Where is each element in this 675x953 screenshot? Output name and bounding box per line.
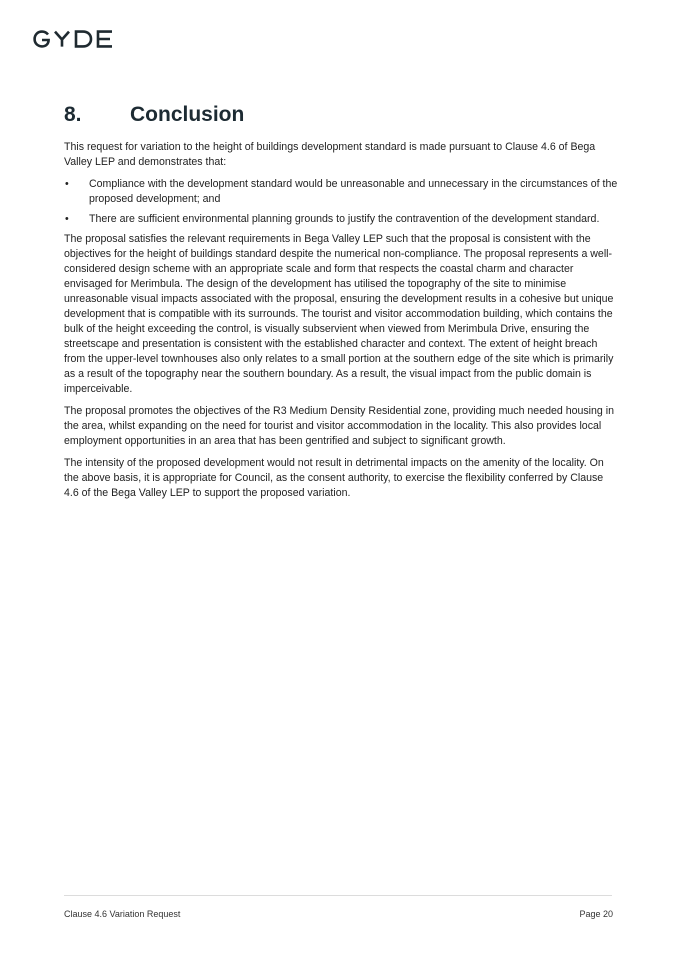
footer-document-title: Clause 4.6 Variation Request	[64, 909, 181, 919]
gyde-logo	[33, 30, 129, 48]
list-item	[64, 177, 620, 207]
intro-paragraph: This request for variation to the height of buildings development standard is made pursuant to Clause 4.6 of Bega Valley LEP and demonstrates that:	[64, 141, 596, 168]
bullet-text: There are sufficient environmental planning grounds to justify the contravention of the development standard.	[89, 213, 600, 225]
list-item	[64, 212, 620, 227]
section-heading	[64, 103, 244, 127]
footer-divider	[64, 895, 612, 896]
bullet-text: Compliance with the development standard would be unreasonable and unnecessary in the circumstances of the proposed development; and	[89, 178, 618, 205]
footer-page-number: Page 20	[579, 909, 613, 919]
bullet-icon: •	[65, 178, 69, 190]
document-body	[64, 140, 620, 508]
body-paragraph: The proposal promotes the objectives of the R3 Medium Density Residential zone, providing much needed housing in the area, whilst expanding on the need for tourist and visitor accommodation in the locality. This also provides local employment opportunities in an area that has been gentrified and subject to significant growth.	[64, 405, 615, 447]
bullet-icon: •	[65, 213, 69, 225]
section-number: 8.	[64, 103, 82, 126]
bullet-list	[64, 177, 620, 227]
section-title: Conclusion	[130, 103, 245, 126]
body-paragraph: The proposal satisfies the relevant requirements in Bega Valley LEP such that the proposal is consistent with the objectives for the height of buildings standard despite the numerical non-compliance. The proposal represents a well-considered design scheme with an appropriate scale and form that respects the coastal charm and character envisaged for Merimbula. The design of the development has utilised the topography of the site to minimise unreasonable visual impacts associated with the proposal, ensuring the development results in a cohesive but unique development that is compatible with its surrounds. The tourist and visitor accommodation building, which contains the bulk of the height exceeding the control, is visually subservient when viewed from Merimbula Drive, ensuring the streetscape and presentation is consistent with the established character and context. The extent of height breach from the upper-level townhouses also only relates to a small portion at the southern edge of the site which is primarily as a result of the topography near the southern boundary. As a result, the visual impact from the public domain is imperceivable.	[64, 233, 614, 395]
body-paragraph: The intensity of the proposed development would not result in detrimental impacts on the amenity of the locality. On the above basis, it is appropriate for Council, as the consent authority, to exercise the flexibility conferred by Clause 4.6 of the Bega Valley LEP to support the proposed variation.	[64, 457, 604, 499]
